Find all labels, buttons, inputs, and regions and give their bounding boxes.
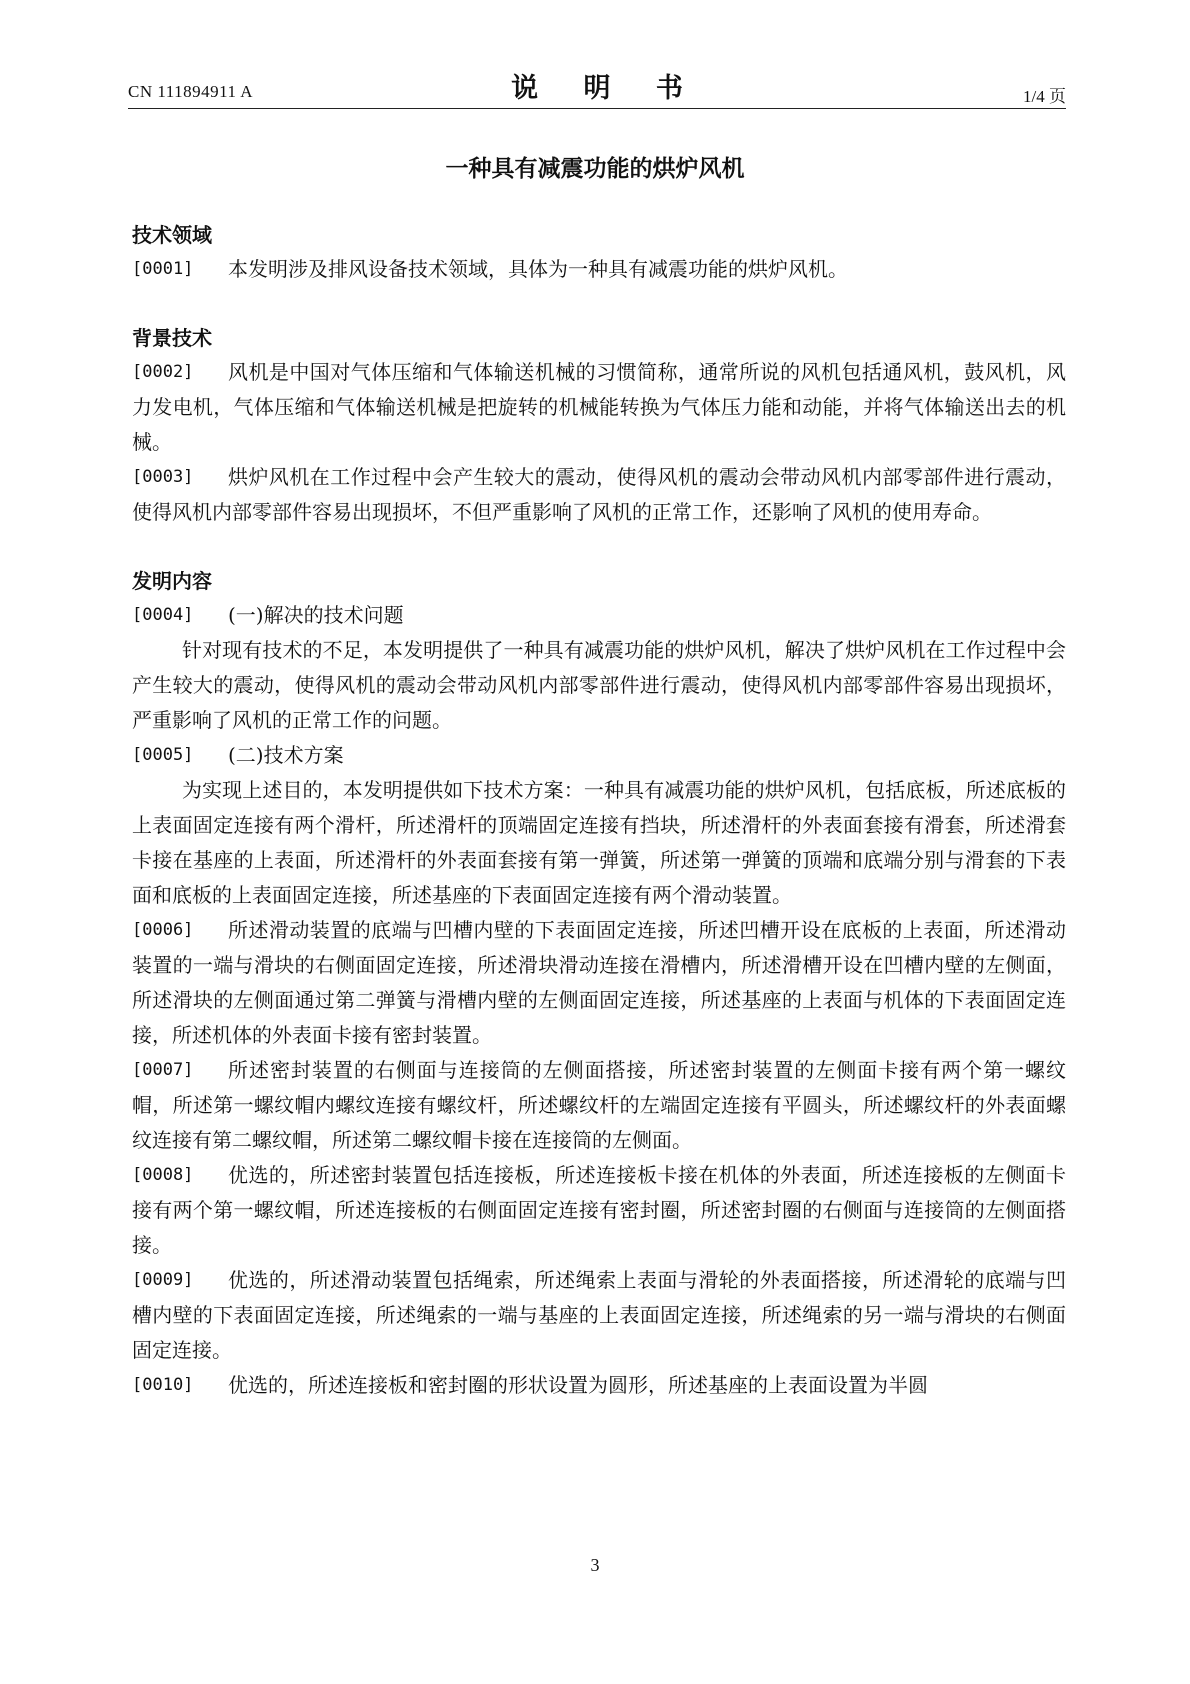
paragraph-text: 所述密封装置的右侧面与连接筒的左侧面搭接，所述密封装置的左侧面卡接有两个第一螺纹帽，所述第一螺纹帽内螺纹连接有螺纹杆，所述螺纹杆的左端固定连接有平圆头，所述螺纹杆的外表面螺纹连接有第二螺纹帽，所述第二螺纹帽卡接在连接筒的左侧面。: [132, 1058, 1066, 1152]
section-heading-background: 背景技术: [132, 326, 212, 350]
paragraph-number: [0007]: [132, 1060, 194, 1080]
paragraph-text: 优选的，所述连接板和密封圈的形状设置为圆形，所述基座的上表面设置为半圆: [228, 1373, 928, 1397]
paragraph-number: [0005]: [132, 745, 194, 765]
page-info: 1/4 页: [1023, 87, 1066, 106]
paragraph-0004: [132, 598, 1066, 633]
paragraph-0005-body: 为实现上述目的，本发明提供如下技术方案：一种具有减震功能的烘炉风机，包括底板，所述底板的上表面固定连接有两个滑杆，所述滑杆的顶端固定连接有挡块，所述滑杆的外表面套接有滑套，所述滑套卡接在基座的上表面，所述滑杆的外表面套接有第一弹簧，所述第一弹簧的顶端和底端分别与滑套的下表面和底板的上表面固定连接，所述基座的下表面固定连接有两个滑动装置。: [132, 778, 1066, 907]
paragraph-text: (二)技术方案: [228, 743, 344, 767]
page-header: [128, 64, 1066, 109]
paragraph-number: [0010]: [132, 1375, 194, 1395]
document-title: 一种具有减震功能的烘炉风机: [445, 156, 745, 182]
document-body: [132, 218, 1066, 1403]
paragraph-text: 优选的，所述密封装置包括连接板，所述连接板卡接在机体的外表面，所述连接板的左侧面卡接有两个第一螺纹帽，所述连接板的右侧面固定连接有密封圈，所述密封圈的右侧面与连接筒的左侧面搭接。: [132, 1163, 1066, 1257]
paragraph-0007: [132, 1053, 1066, 1158]
section-heading-tech-field: 技术领域: [132, 223, 212, 247]
paragraph-text: 本发明涉及排风设备技术领域，具体为一种具有减震功能的烘炉风机。: [228, 257, 848, 281]
paragraph-0005: [132, 738, 1066, 773]
paragraph-0004-body: 针对现有技术的不足，本发明提供了一种具有减震功能的烘炉风机，解决了烘炉风机在工作过程中会产生较大的震动，使得风机的震动会带动风机内部零部件进行震动，使得风机内部零部件容易出现损坏，严重影响了风机的正常工作的问题。: [132, 638, 1066, 732]
paragraph-0002: [132, 355, 1066, 460]
paragraph-0001: [132, 252, 1066, 287]
paragraph-number: [0001]: [132, 259, 194, 279]
paragraph-0009: [132, 1263, 1066, 1368]
paragraph-text: 烘炉风机在工作过程中会产生较大的震动，使得风机的震动会带动风机内部零部件进行震动，使得风机内部零部件容易出现损坏，不但严重影响了风机的正常工作，还影响了风机的使用寿命。: [132, 465, 1066, 524]
page-number: 3: [590, 1555, 600, 1575]
paragraph-text: (一)解决的技术问题: [228, 603, 404, 627]
paragraph-0010: [132, 1368, 1066, 1403]
paragraph-number: [0009]: [132, 1270, 194, 1290]
document-type: 说 明 书: [511, 73, 701, 104]
paragraph-text: 所述滑动装置的底端与凹槽内壁的下表面固定连接，所述凹槽开设在底板的上表面，所述滑动装置的一端与滑块的右侧面固定连接，所述滑块滑动连接在滑槽内，所述滑槽开设在凹槽内壁的左侧面，所述滑块的左侧面通过第二弹簧与滑槽内壁的左侧面固定连接，所述基座的上表面与机体的下表面固定连接，所述机体的外表面卡接有密封装置。: [132, 918, 1066, 1047]
paragraph-text: 风机是中国对气体压缩和气体输送机械的习惯简称，通常所说的风机包括通风机，鼓风机，风力发电机，气体压缩和气体输送机械是把旋转的机械能转换为气体压力能和动能，并将气体输送出去的机械。: [132, 360, 1066, 454]
paragraph-0003: [132, 460, 1066, 530]
paragraph-number: [0003]: [132, 467, 194, 487]
paragraph-number: [0006]: [132, 920, 194, 940]
paragraph-0006: [132, 913, 1066, 1053]
publication-number: CN 111894911 A: [128, 82, 254, 101]
paragraph-number: [0008]: [132, 1165, 194, 1185]
paragraph-text: 优选的，所述滑动装置包括绳索，所述绳索上表面与滑轮的外表面搭接，所述滑轮的底端与凹槽内壁的下表面固定连接，所述绳索的一端与基座的上表面固定连接，所述绳索的另一端与滑块的右侧面固定连接。: [132, 1268, 1066, 1362]
section-heading-invention: 发明内容: [132, 569, 212, 593]
paragraph-number: [0002]: [132, 362, 194, 382]
paragraph-0008: [132, 1158, 1066, 1263]
paragraph-number: [0004]: [132, 605, 194, 625]
